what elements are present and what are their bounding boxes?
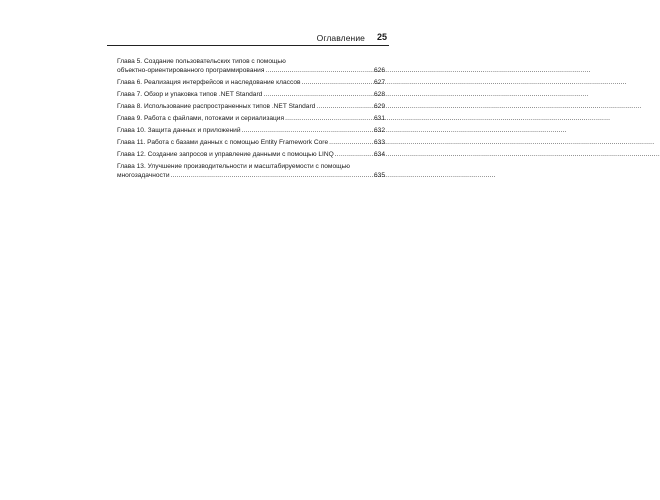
running-header xyxy=(107,31,389,46)
toc-entry-title: Глава 10. Защита данных и приложений xyxy=(117,127,241,134)
dot-leader xyxy=(263,90,373,99)
dot-leader xyxy=(171,171,373,180)
toc-entry-title: многозадачности xyxy=(117,172,170,179)
toc-entry-page: 634 xyxy=(373,151,385,158)
toc-entry[interactable] xyxy=(117,162,385,180)
toc-entry-page: 626 xyxy=(373,67,385,74)
toc-entry[interactable] xyxy=(117,102,385,111)
dot-leader xyxy=(316,102,373,111)
toc-entry-title: Глава 7. Обзор и упаковка типов .NET Standard xyxy=(117,91,263,98)
table-of-contents xyxy=(117,57,385,183)
dot-leader xyxy=(285,114,373,123)
dot-leader xyxy=(302,78,373,87)
dot-leader xyxy=(265,66,373,75)
toc-entry-page: 629 xyxy=(373,103,385,110)
toc-entry-title: Глава 11. Работа с базами данных с помощью Entity Framework Core xyxy=(117,139,329,146)
toc-entry[interactable] xyxy=(117,114,385,123)
toc-entry-page: 635 xyxy=(373,172,385,179)
header-page-number: 25 xyxy=(376,32,387,42)
toc-entry[interactable] xyxy=(117,90,385,99)
toc-entry-page: 632 xyxy=(373,127,385,134)
toc-entry-title: Глава 12. Создание запросов и управление данными с помощью LINQ xyxy=(117,151,334,158)
toc-entry-page: 627 xyxy=(373,79,385,86)
dot-leader xyxy=(335,150,373,159)
dot-leader xyxy=(242,126,373,135)
toc-entry[interactable] xyxy=(117,150,385,159)
toc-entry[interactable] xyxy=(117,57,385,75)
toc-entry-page: 631 xyxy=(373,115,385,122)
toc-entry-line1: Глава 5. Создание пользовательских типов с помощью xyxy=(117,58,286,65)
toc-entry[interactable] xyxy=(117,126,385,135)
toc-entry-title: Глава 9. Работа с файлами, потоками и сериализация xyxy=(117,115,285,122)
toc-entry-title: Глава 6. Реализация интерфейсов и наследование классов xyxy=(117,79,301,86)
header-title: Оглавление xyxy=(316,33,365,43)
toc-entry-line1: Глава 13. Улучшение производительности и масштабируемости с помощью xyxy=(117,163,350,170)
toc-entry-title: Глава 8. Использование распространенных типов .NET Standard xyxy=(117,103,316,110)
toc-entry[interactable] xyxy=(117,138,385,147)
dot-leader xyxy=(329,138,373,147)
toc-entry-page: 628 xyxy=(373,91,385,98)
toc-entry[interactable] xyxy=(117,78,385,87)
toc-entry-page: 633 xyxy=(373,139,385,146)
toc-entry-title: объектно-ориентированного программирования xyxy=(117,67,265,74)
